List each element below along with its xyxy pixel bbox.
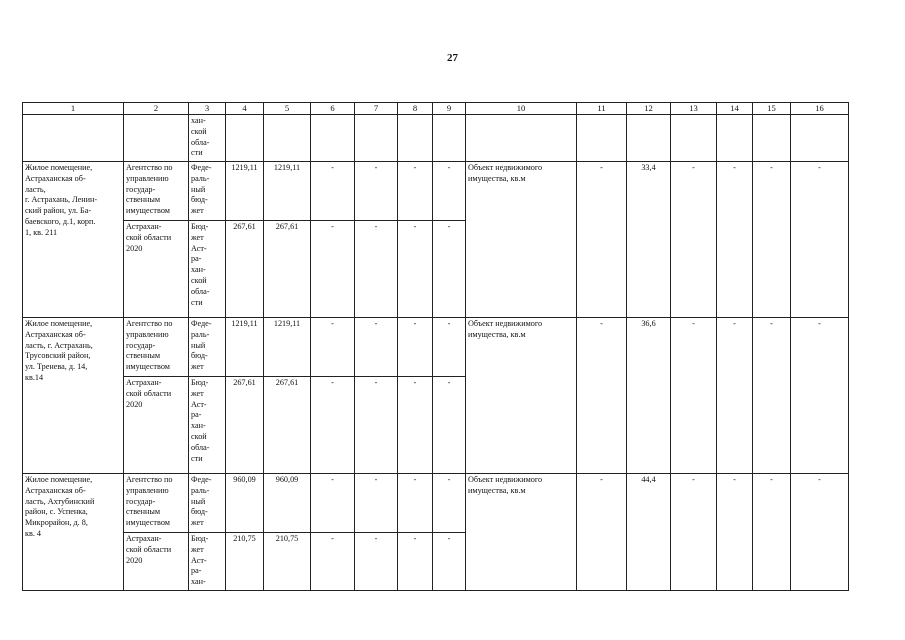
funding-source-cell: Бюд- жет Аст- ра- хан- ской обла- сти <box>189 377 226 474</box>
value-cell: - <box>311 162 355 221</box>
column-header: 5 <box>264 103 311 115</box>
column-header: 15 <box>753 103 791 115</box>
value-cell: - <box>355 162 398 221</box>
value-cell: - <box>433 318 466 377</box>
value-cell: - <box>791 318 849 474</box>
program-cell: Агентство по управлению государ- ственным имуществом <box>124 318 189 377</box>
column-header: 3 <box>189 103 226 115</box>
value-cell: - <box>398 221 433 318</box>
value-cell: - <box>311 318 355 377</box>
value-cell: - <box>355 318 398 377</box>
program-cell: Астрахан- ской области 2020 <box>124 377 189 474</box>
indicator-cell: Объект недвижимого имущества, кв.м <box>466 318 577 474</box>
column-header: 11 <box>577 103 627 115</box>
value-cell: - <box>355 377 398 474</box>
value-cell: - <box>753 162 791 318</box>
object-cell: Жилое помещение, Астраханская об- ласть, г. Астрахань, Ленин- ский район, ул. Ба- баевского, д.1, корп. 1, кв. 211 <box>23 162 124 318</box>
program-cell: Астрахан- ской области 2020 <box>124 221 189 318</box>
funding-source-cell: Феде- раль- ный бюд- жет <box>189 162 226 221</box>
funding-source-cell: хан- ской обла- сти <box>189 115 226 162</box>
value-cell: - <box>311 221 355 318</box>
amount-cell: 267,61 <box>226 377 264 474</box>
funding-source-cell: Бюд- жет Аст- ра- хан- ской обла- сти <box>189 221 226 318</box>
value-cell: - <box>311 377 355 474</box>
amount-cell: 1219,11 <box>264 162 311 221</box>
amount-cell: 960,09 <box>226 474 264 533</box>
column-header: 8 <box>398 103 433 115</box>
value-cell: - <box>355 533 398 591</box>
column-header-row <box>23 103 849 115</box>
value-cell: - <box>433 533 466 591</box>
value-cell: - <box>577 318 627 474</box>
table-row <box>23 162 849 221</box>
area-cell: 36,6 <box>627 318 671 474</box>
value-cell: - <box>355 221 398 318</box>
value-cell: - <box>671 318 717 474</box>
value-cell: - <box>398 162 433 221</box>
value-cell: - <box>433 221 466 318</box>
value-cell: - <box>717 474 753 591</box>
value-cell: - <box>311 533 355 591</box>
value-cell: - <box>791 474 849 591</box>
column-header: 12 <box>627 103 671 115</box>
value-cell: - <box>433 377 466 474</box>
amount-cell: 1219,11 <box>226 318 264 377</box>
area-cell: 44,4 <box>627 474 671 591</box>
indicator-cell: Объект недвижимого имущества, кв.м <box>466 474 577 591</box>
value-cell: - <box>717 318 753 474</box>
amount-cell: 210,75 <box>226 533 264 591</box>
value-cell: - <box>671 474 717 591</box>
amount-cell: 1219,11 <box>226 162 264 221</box>
value-cell: - <box>791 162 849 318</box>
column-header: 16 <box>791 103 849 115</box>
value-cell: - <box>717 162 753 318</box>
amount-cell: 1219,11 <box>264 318 311 377</box>
page-number: 27 <box>447 52 458 64</box>
value-cell: - <box>433 162 466 221</box>
program-cell: Агентство по управлению государ- ственным имуществом <box>124 162 189 221</box>
value-cell: - <box>311 474 355 533</box>
table-row <box>23 318 849 377</box>
table-row <box>23 474 849 533</box>
value-cell: - <box>671 162 717 318</box>
value-cell: - <box>433 474 466 533</box>
column-header: 7 <box>355 103 398 115</box>
program-cell: Агентство по управлению государ- ственным имуществом <box>124 474 189 533</box>
amount-cell: 267,61 <box>264 221 311 318</box>
value-cell: - <box>355 474 398 533</box>
program-cell: Астрахан- ской области 2020 <box>124 533 189 591</box>
column-header: 2 <box>124 103 189 115</box>
amount-cell: 267,61 <box>226 221 264 318</box>
amount-cell: 210,75 <box>264 533 311 591</box>
continuation-row <box>23 115 849 162</box>
value-cell: - <box>398 474 433 533</box>
column-header: 10 <box>466 103 577 115</box>
funding-source-cell: Феде- раль- ный бюд- жет <box>189 474 226 533</box>
area-cell: 33,4 <box>627 162 671 318</box>
object-cell: Жилое помещение, Астраханская об- ласть, Ахтубинский район, с. Успенка, Микрорайон, д. 8, кв. 4 <box>23 474 124 591</box>
amount-cell: 960,09 <box>264 474 311 533</box>
column-header: 4 <box>226 103 264 115</box>
funding-source-cell: Феде- раль- ный бюд- жет <box>189 318 226 377</box>
value-cell: - <box>753 474 791 591</box>
value-cell: - <box>398 377 433 474</box>
property-table <box>22 102 849 591</box>
value-cell: - <box>577 162 627 318</box>
value-cell: - <box>398 533 433 591</box>
column-header: 9 <box>433 103 466 115</box>
object-cell: Жилое помещение, Астраханская об- ласть, г. Астрахань, Трусовский район, ул. Тренева, д. 14, кв.14 <box>23 318 124 474</box>
value-cell: - <box>577 474 627 591</box>
column-header: 1 <box>23 103 124 115</box>
value-cell: - <box>398 318 433 377</box>
indicator-cell: Объект недвижимого имущества, кв.м <box>466 162 577 318</box>
column-header: 13 <box>671 103 717 115</box>
amount-cell: 267,61 <box>264 377 311 474</box>
column-header: 6 <box>311 103 355 115</box>
funding-source-cell: Бюд- жет Аст- ра- хан- <box>189 533 226 591</box>
column-header: 14 <box>717 103 753 115</box>
value-cell: - <box>753 318 791 474</box>
